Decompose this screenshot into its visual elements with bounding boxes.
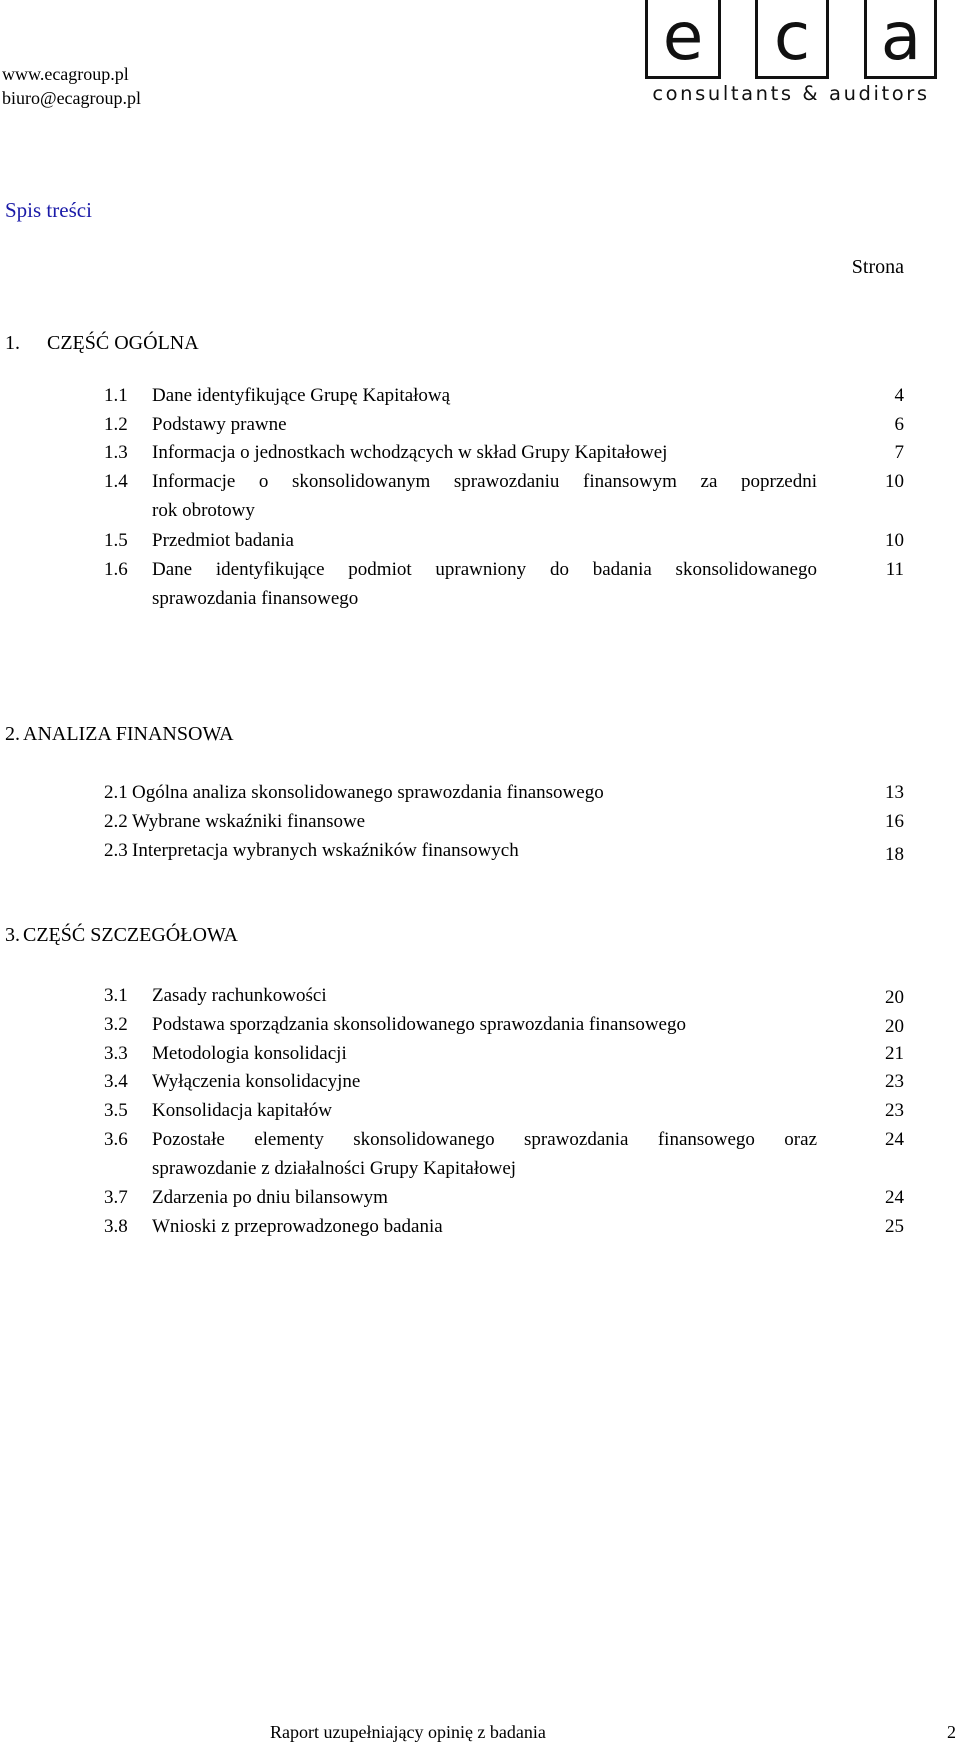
logo-letters xyxy=(645,0,937,80)
logo-tagline: consultants & auditors xyxy=(652,82,930,105)
toc-entry[interactable] xyxy=(104,381,904,410)
toc-entry[interactable] xyxy=(104,981,904,1010)
entry-number: 3.1 xyxy=(104,985,128,1006)
toc-entry[interactable] xyxy=(104,1183,904,1212)
entry-number: 2.2 xyxy=(104,811,128,832)
entry-title-continuation: rok obrotowy xyxy=(152,500,255,521)
entry-title-continuation: sprawozdania finansowego xyxy=(152,588,359,609)
toc-entry[interactable] xyxy=(104,526,904,555)
entry-title: Metodologia konsolidacji xyxy=(152,1043,347,1064)
entry-page: 23 xyxy=(885,1071,904,1092)
section-title: CZĘŚĆ OGÓLNA xyxy=(47,332,199,354)
entry-title: Dane identyfikujące Grupę Kapitałową xyxy=(152,385,451,406)
entry-title-continuation: sprawozdanie z działalności Grupy Kapitałowej xyxy=(152,1158,517,1179)
entry-title: Przedmiot badania xyxy=(152,530,294,551)
toc-entry[interactable] xyxy=(104,1096,904,1125)
section-number: 2. xyxy=(5,723,20,745)
toc-entry[interactable] xyxy=(104,467,904,525)
toc-entry[interactable] xyxy=(104,778,904,807)
entry-number: 3.7 xyxy=(104,1187,128,1208)
toc-entry[interactable] xyxy=(104,807,904,836)
entry-title: Konsolidacja kapitałów xyxy=(152,1100,332,1121)
entry-title: Informacja o jednostkach wchodzących w skład Grupy Kapitałowej xyxy=(152,442,668,463)
entry-number: 3.5 xyxy=(104,1100,128,1121)
entry-page: 24 xyxy=(885,1129,904,1150)
entry-page: 25 xyxy=(885,1216,904,1237)
section-title: CZĘŚĆ SZCZEGÓŁOWA xyxy=(23,924,238,946)
section-number: 3. xyxy=(5,924,20,946)
footer-text: Raport uzupełniający opinię z badania xyxy=(270,1722,546,1742)
toc-title: Spis treści xyxy=(5,198,92,222)
entry-page: 16 xyxy=(885,811,904,832)
entry-number: 3.3 xyxy=(104,1043,128,1064)
entry-title: Wnioski z przeprowadzonego badania xyxy=(152,1216,443,1237)
toc-entry[interactable] xyxy=(104,1125,904,1183)
entry-number: 1.6 xyxy=(104,559,128,580)
entry-number: 1.3 xyxy=(104,442,128,463)
section-title: ANALIZA FINANSOWA xyxy=(23,723,234,745)
toc-entry[interactable] xyxy=(104,438,904,467)
entry-number: 3.8 xyxy=(104,1216,128,1237)
entry-page: 21 xyxy=(885,1043,904,1064)
toc-entry[interactable] xyxy=(104,410,904,439)
entry-page: 20 xyxy=(885,1016,904,1037)
entry-page: 10 xyxy=(885,471,904,492)
website-link[interactable]: www.ecagroup.pl xyxy=(2,64,129,84)
entry-page: 10 xyxy=(885,530,904,551)
entry-title: Podstawy prawne xyxy=(152,414,287,435)
section-number: 1. xyxy=(5,332,20,354)
entry-title: Wyłączenia konsolidacyjne xyxy=(152,1071,361,1092)
entry-number: 1.5 xyxy=(104,530,128,551)
entry-page: 20 xyxy=(885,987,904,1008)
logo-letter-e: e xyxy=(662,0,704,75)
entry-title: Dane identyfikujące podmiot uprawniony do badania skonsolidowanego xyxy=(152,559,817,580)
entry-page: 4 xyxy=(894,385,904,406)
entry-title: Pozostałe elementy skonsolidowanego sprawozdania finansowego oraz xyxy=(152,1129,817,1150)
toc-entry[interactable] xyxy=(104,1212,904,1241)
entry-number: 3.6 xyxy=(104,1129,128,1150)
entry-page: 13 xyxy=(885,782,904,803)
toc-entry[interactable] xyxy=(104,1039,904,1068)
contact-info xyxy=(2,62,141,110)
toc-entry[interactable] xyxy=(104,1067,904,1096)
logo-letter-c: c xyxy=(773,0,811,75)
entry-title: Wybrane wskaźniki finansowe xyxy=(132,811,366,832)
entry-number: 1.4 xyxy=(104,471,128,492)
footer-page-number: 2 xyxy=(947,1722,956,1742)
entry-page: 23 xyxy=(885,1100,904,1121)
entry-page: 6 xyxy=(894,414,904,435)
toc-entry[interactable] xyxy=(104,1010,904,1039)
entry-title: Zasady rachunkowości xyxy=(152,985,327,1006)
logo-letter-a: a xyxy=(880,0,922,75)
toc-entry[interactable] xyxy=(104,836,904,865)
entry-number: 2.3 xyxy=(104,840,128,861)
entry-number: 1.2 xyxy=(104,414,128,435)
entry-page: 24 xyxy=(885,1187,904,1208)
entry-page: 7 xyxy=(894,442,904,463)
entry-number: 3.2 xyxy=(104,1014,128,1035)
eca-logo xyxy=(645,0,937,112)
entry-title: Interpretacja wybranych wskaźników finansowych xyxy=(132,840,519,861)
entry-page: 18 xyxy=(885,844,904,865)
email-link[interactable]: biuro@ecagroup.pl xyxy=(2,88,142,108)
entry-title: Zdarzenia po dniu bilansowym xyxy=(152,1187,388,1208)
entry-title: Ogólna analiza skonsolidowanego sprawozdania finansowego xyxy=(132,782,604,803)
entry-page: 11 xyxy=(885,559,904,580)
entry-title: Informacje o skonsolidowanym sprawozdaniu finansowym za poprzedni xyxy=(152,471,817,492)
entry-title: Podstawa sporządzania skonsolidowanego sprawozdania finansowego xyxy=(152,1014,686,1035)
entry-number: 3.4 xyxy=(104,1071,128,1092)
page-column-label: Strona xyxy=(851,256,904,278)
entry-number: 1.1 xyxy=(104,385,128,406)
entry-number: 2.1 xyxy=(104,782,128,803)
toc-entry[interactable] xyxy=(104,555,904,613)
